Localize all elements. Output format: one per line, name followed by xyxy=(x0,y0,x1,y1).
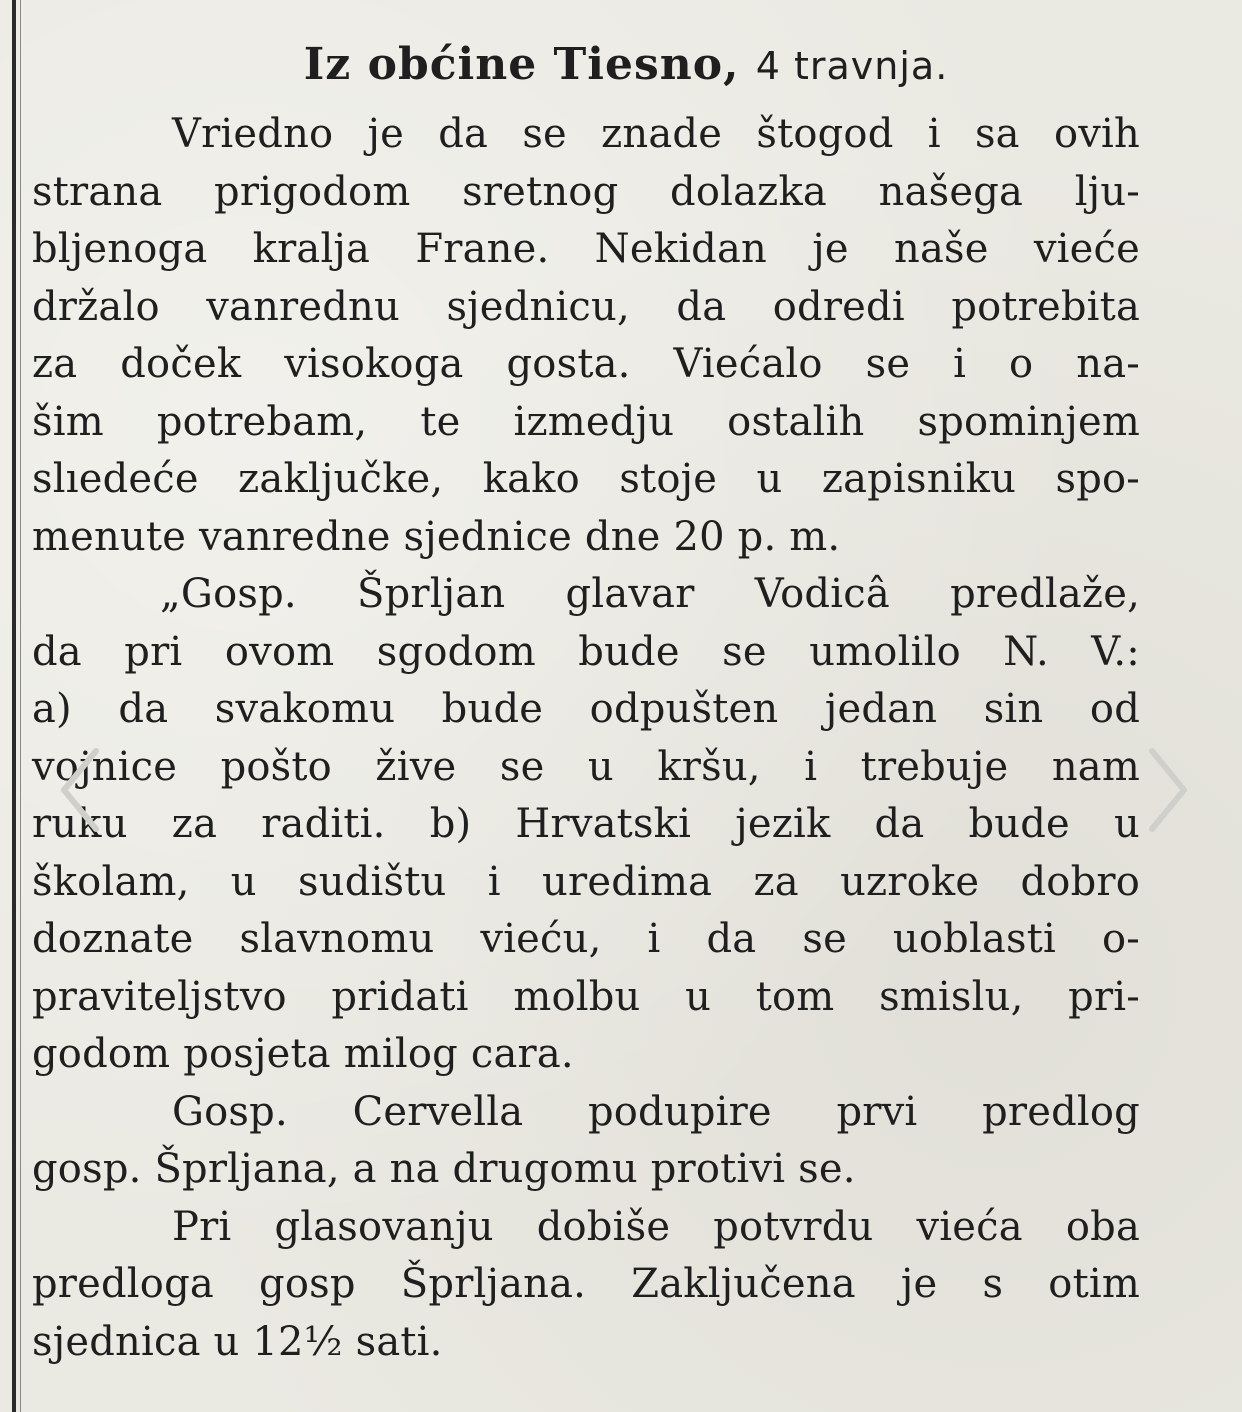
text-line: držalo vanrednu sjednicu, da odredi potrebita xyxy=(32,283,1140,330)
chevron-right-icon[interactable] xyxy=(1146,745,1192,835)
text-line: Gosp. Cervella podupire prvi predlog xyxy=(172,1088,1140,1135)
text-line: predloga gosp Šprljana. Zaključena je s otim xyxy=(32,1261,1140,1307)
text-line: strana prigodom sretnog dolazka našega lju- xyxy=(32,168,1140,215)
text-line: praviteljstvo pridati molbu u tom smislu, pri- xyxy=(32,973,1140,1020)
text-line: za doček visokoga gosta. Viećalo se i o na- xyxy=(32,341,1140,387)
text-line: da pri ovom sgodom bude se umolilo N. V.: xyxy=(32,628,1140,675)
paragraph-3 xyxy=(32,1084,1140,1199)
column-rule xyxy=(12,0,16,1412)
text-line: školam, u sudištu i uredima za uzroke dobro xyxy=(32,858,1140,905)
text-line: Vriedno je da se znade štogod i sa ovih xyxy=(172,111,1140,157)
headline-title: Iz obćine Tiesno, xyxy=(303,39,740,90)
article xyxy=(32,30,1140,1371)
headline-date: 4 travnja. xyxy=(755,44,949,88)
text-line: menute vanredne sjednice dne 20 p. m. xyxy=(32,513,841,560)
chevron-left-icon[interactable] xyxy=(56,745,102,835)
paragraph-1 xyxy=(32,106,1140,566)
text-line: doznate slavnomu vieću, i da se uoblasti o- xyxy=(32,916,1140,962)
headline xyxy=(112,30,1140,100)
column-rule-thin xyxy=(20,0,21,1412)
text-line: godom posjeta milog cara. xyxy=(32,1031,574,1077)
text-line: „Gosp. Šprljan glavar Vodicâ predlaže, xyxy=(160,571,1140,617)
text-line: gosp. Šprljana, a na drugomu protivi se. xyxy=(32,1146,856,1192)
text-line: sjednica u 12½ sati. xyxy=(32,1318,443,1365)
text-line: Pri glasovanju dobiše potvrdu vieća oba xyxy=(172,1203,1140,1250)
text-line: vojnice pošto žive se u kršu, i trebuje nam xyxy=(32,743,1140,790)
paragraph-2 xyxy=(32,566,1140,1084)
paragraph-4 xyxy=(32,1199,1140,1372)
text-line: a) da svakomu bude odpušten jedan sin od xyxy=(32,686,1140,732)
text-line: šim potrebam, te izmedju ostalih spominjem xyxy=(32,398,1140,445)
text-line: slıedeće zaključke, kako stoje u zapisniku spo- xyxy=(32,456,1140,502)
text-line: bljenoga kralja Frane. Nekidan je naše vieće xyxy=(32,226,1140,272)
text-line: ruku za raditi. b) Hrvatski jezik da bude u xyxy=(32,801,1140,847)
